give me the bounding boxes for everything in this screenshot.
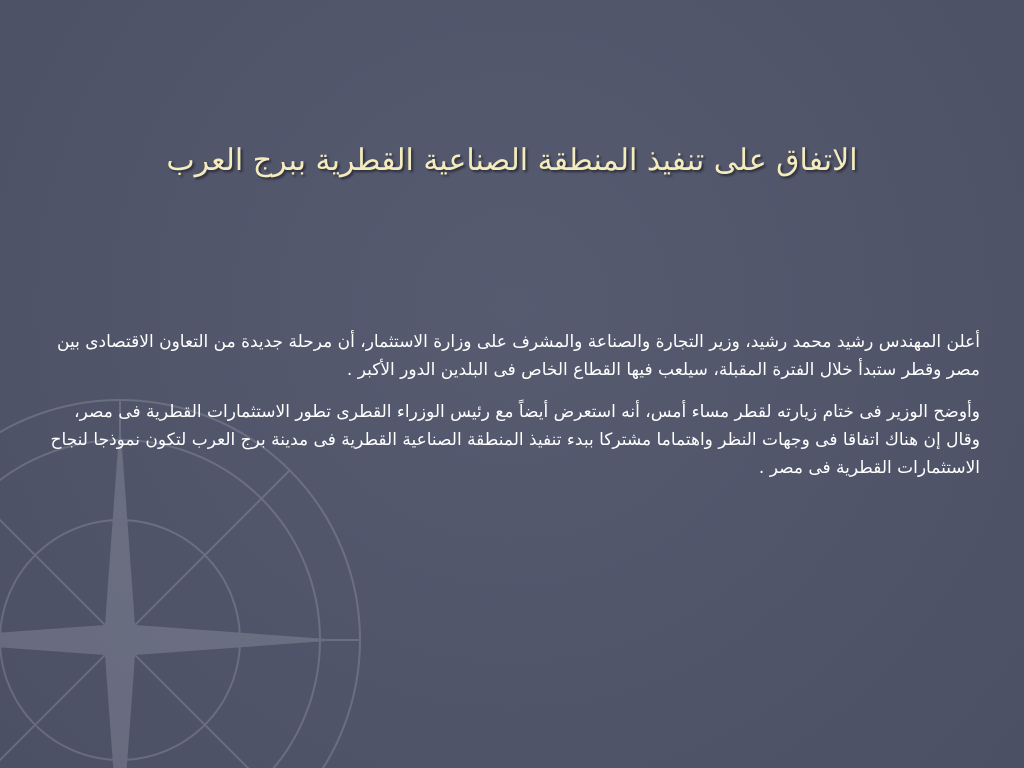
body-paragraph [44,328,980,384]
slide-title: الاتفاق على تنفيذ المنطقة الصناعية القطرية ببرج العرب [166,143,858,178]
slide-body [44,328,980,496]
paragraph-text: وأوضح الوزير فى ختام زيارته لقطر مساء أمس، أنه استعرض أيضاً مع رئيس الوزراء القطرى تطور الاستثمارات القطرية فى مصر، وقال إن هناك اتفاقا فى وجهات النظر واهتماما مشتركا ببدء تنفيذ المنطقة الصناعية القطرية فى مدينة برج العرب لتكون نموذجا لنجاح الاستثمارات القطرية فى مصر . [50,402,980,478]
body-paragraph [44,398,980,482]
paragraph-text: أعلن المهندس رشيد محمد رشيد، وزير التجارة والصناعة والمشرف على وزارة الاستثمار، أن مرحلة جديدة من التعاون الاقتصادى بين مصر وقطر ستبدأ خلال الفترة المقبلة، سيلعب فيها القطاع الخاص فى البلدين الدور الأكبر . [57,332,980,380]
